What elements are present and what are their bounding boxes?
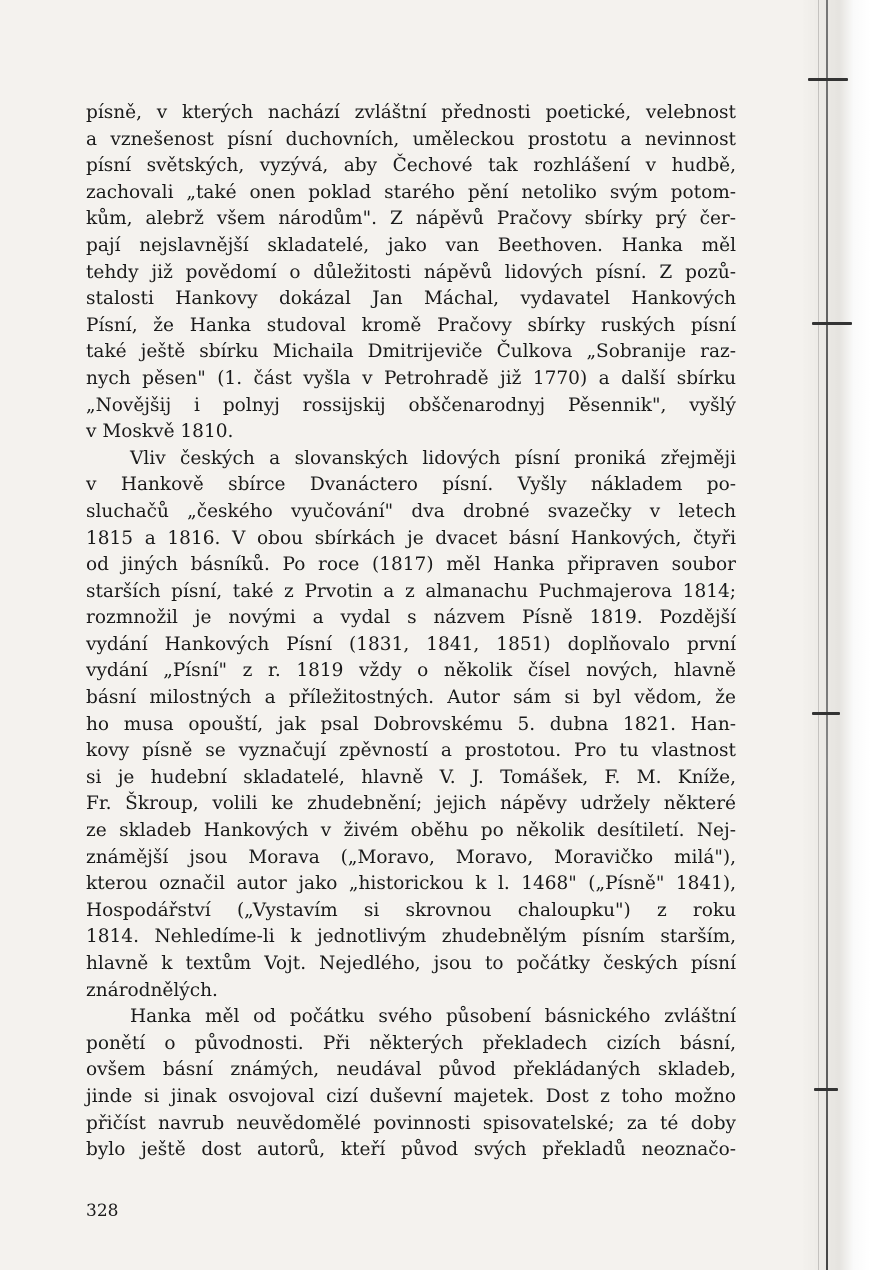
text-line: 1815 a 1816. V obou sbírkách je dvacet básní Hankových, čtyři — [86, 527, 736, 549]
binding-thread — [808, 78, 848, 81]
text-line: starších písní, také z Prvotin a z almanachu Puchmajerova 1814; — [86, 580, 736, 602]
text-line: Fr. Škroup, volili ke zhudebnění; jejich nápěvy udržely některé — [86, 793, 736, 815]
text-line: znárodnělých. — [86, 979, 218, 1001]
binding-thread — [812, 712, 840, 715]
text-line: vydání „Písní" z r. 1819 vždy o několik čísel nových, hlavně — [86, 660, 736, 682]
text-line: v Hankově sbírce Dvanáctero písní. Vyšly nákladem po- — [86, 474, 736, 496]
text-line: 1814. Nehledíme-li k jednotlivým zhudebnělým písním starším, — [86, 926, 736, 948]
text-line: od jiných básníků. Po roce (1817) měl Hanka připraven soubor — [86, 554, 736, 576]
text-line: tehdy již povědomí o důležitosti nápěvů lidových písní. Z pozů- — [86, 261, 736, 283]
page-body-text — [86, 100, 736, 1164]
binding-thread — [814, 1088, 838, 1091]
text-line: ze skladeb Hankových v živém oběhu po několik desítiletí. Nej- — [86, 820, 736, 842]
text-line: sluchačů „českého vyučování" dva drobné svazečky v letech — [86, 500, 736, 522]
text-line: nych pěsen" (1. část vyšla v Petrohradě již 1770) a další sbírku — [86, 367, 736, 389]
text-line: kterou označil autor jako „historickou k l. 1468" („Písně" 1841), — [86, 873, 736, 895]
text-line: jinde si jinak osvojoval cizí duševní majetek. Dost z toho možno — [86, 1085, 736, 1107]
text-line: rozmnožil je novými a vydal s názvem Písně 1819. Pozdější — [86, 607, 736, 629]
text-line: básní milostných a příležitostných. Autor sám si byl vědom, že — [86, 687, 736, 709]
text-line: písní světských, vyzývá, aby Čechové tak rozhlášení v hudbě, — [86, 155, 736, 177]
text-line: kům, alebrž všem národům". Z nápěvů Pračovy sbírky prý čer- — [86, 208, 736, 230]
binding-edge — [826, 0, 828, 1270]
text-line: si je hudební skladatelé, hlavně V. J. Tomášek, F. M. Kníže, — [86, 766, 736, 788]
binding-thread — [812, 322, 852, 325]
text-line: vydání Hankových Písní (1831, 1841, 1851) doplňovalo první — [86, 633, 736, 655]
page-edge — [801, 0, 871, 1270]
text-line: přičíst navrub neuvědomělé povinnosti spisovatelské; za té doby — [86, 1112, 736, 1134]
text-line: a vznešenost písní duchovních, uměleckou prostotu a nevinnost — [86, 128, 736, 150]
text-line: Hanka měl od počátku svého působení básnického zvláštní — [130, 1006, 736, 1028]
text-line: Písní, že Hanka studoval kromě Pračovy sbírky ruských písní — [86, 314, 736, 336]
paragraph-3 — [86, 1004, 736, 1164]
text-line: ponětí o původnosti. Při některých překladech cizích básní, — [86, 1032, 736, 1054]
text-line: Vliv českých a slovanských lidových písní proniká zřejměji — [130, 447, 736, 469]
text-line: pají nejslavnější skladatelé, jako van Beethoven. Hanka měl — [86, 234, 736, 256]
text-line: v Moskvě 1810. — [86, 421, 234, 443]
text-line: hlavně k textům Vojt. Nejedlého, jsou to počátky českých písní — [86, 953, 736, 974]
page-number: 328 — [86, 1201, 119, 1221]
text-line: písně, v kterých nachází zvláštní přednosti poetické, velebnost — [86, 102, 736, 123]
text-line: ho musa opouští, jak psal Dobrovskému 5. dubna 1821. Han- — [86, 713, 736, 735]
text-line: bylo ještě dost autorů, kteří původ svých překladů neoznačo- — [86, 1139, 736, 1161]
text-line: kovy písně se vyznačují zpěvností a prostotou. Pro tu vlastnost — [86, 740, 736, 762]
text-line: „Novějšij i polnyj rossijskij obščenarodnyj Pěsennik", vyšlý — [86, 394, 736, 416]
text-line: stalosti Hankovy dokázal Jan Máchal, vydavatel Hankových — [86, 288, 736, 310]
text-line: ovšem básní známých, neudával původ překládaných skladeb, — [86, 1059, 736, 1081]
text-line: Hospodářství („Vystavím si skrovnou chaloupku") z roku — [86, 899, 736, 921]
paragraph-1 — [86, 100, 736, 446]
paragraph-2 — [86, 446, 736, 1004]
text-line: zachovali „také onen poklad starého pění netoliko svým potom- — [86, 181, 736, 203]
text-line: známější jsou Morava („Moravo, Moravo, Moravičko milá"), — [86, 846, 736, 868]
text-line: také ještě sbírku Michaila Dmitrijeviče Čulkova „Sobranije raz- — [86, 341, 736, 363]
